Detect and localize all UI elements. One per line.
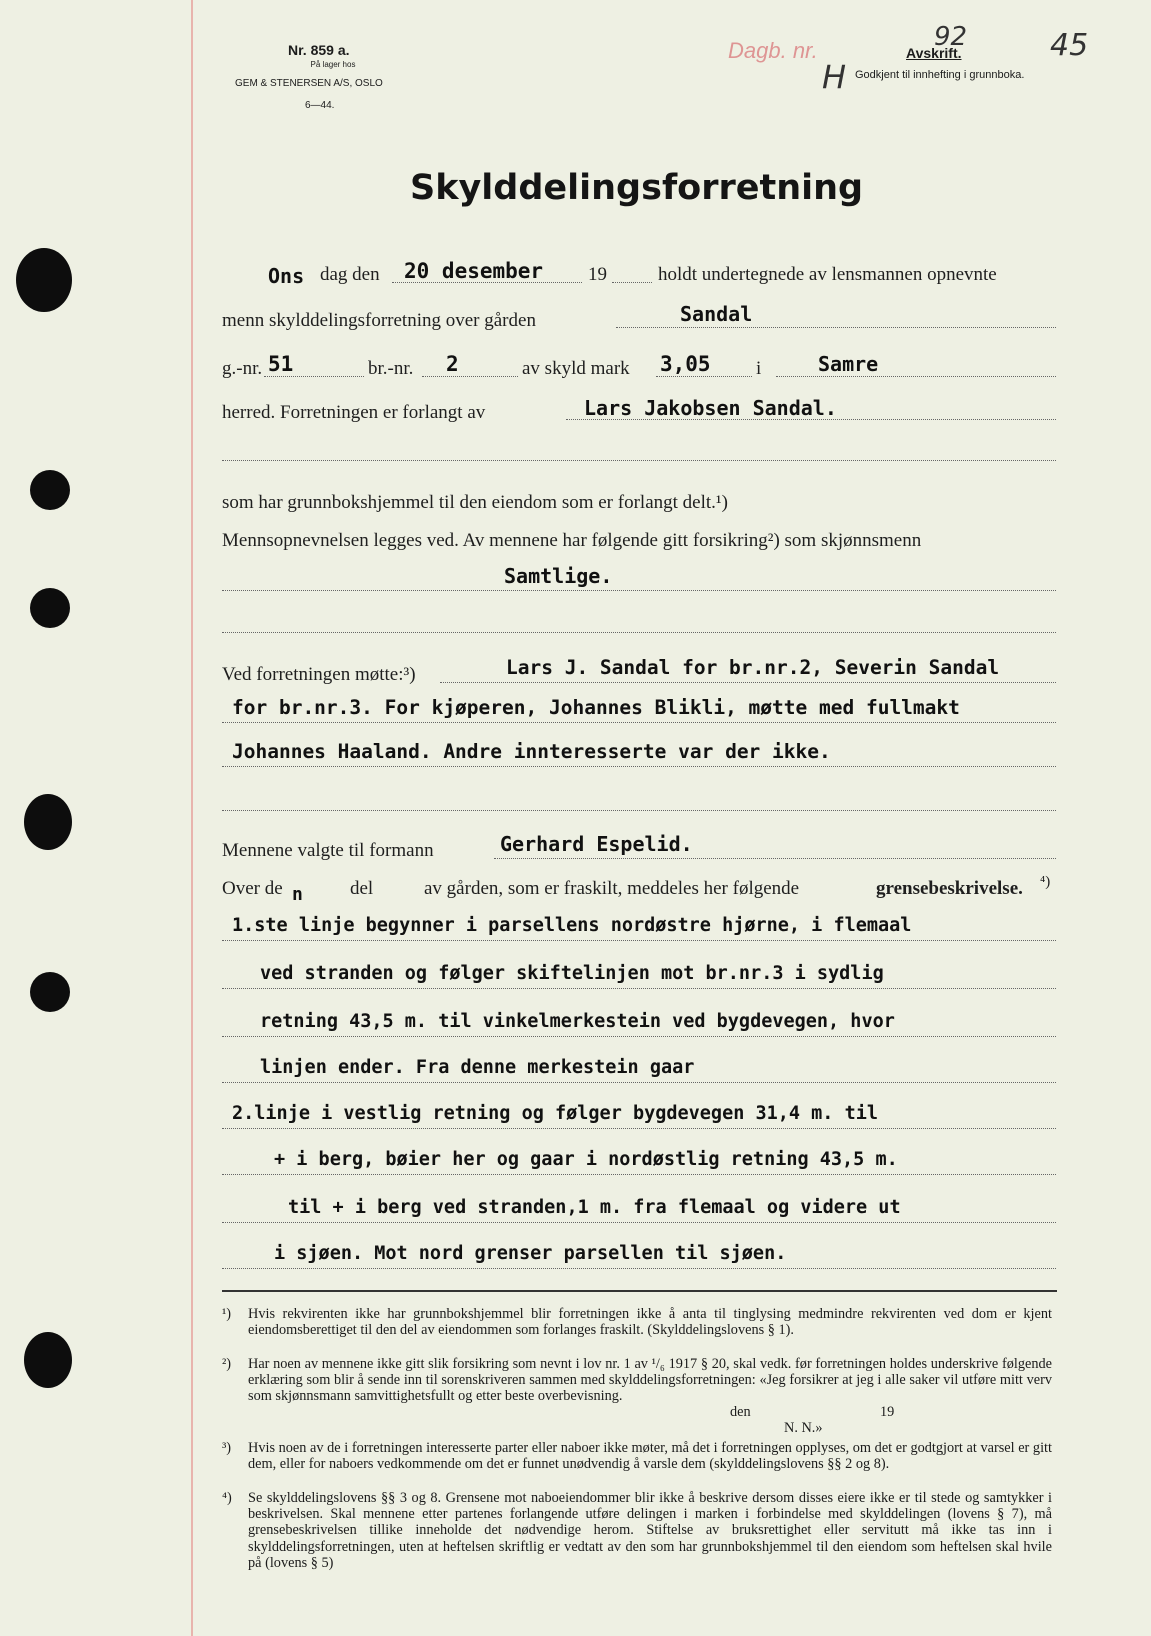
formann-name: Gerhard Espelid. [500,832,693,856]
attendee-line [440,682,1056,683]
bnr-line [422,376,518,377]
label-dag-den: dag den [320,264,380,285]
label-gnr: g.-nr. [222,358,263,379]
description-line [222,1082,1056,1083]
attendee-text-1: Lars J. Sandal for br.nr.2, Severin Sandal [506,656,1000,679]
label-over-garden: menn skylddelingsforretning over gården [222,310,536,331]
blank-line [222,632,1056,633]
footnote-1-number: ¹) [222,1306,232,1322]
label-holdt: holdt undertegnede av lensmannen opnevnte [658,264,997,285]
formann-line [494,858,1056,859]
avskrift-label: Avskrift. [906,45,962,61]
label-forlangt-av: herred. Forretningen er forlangt av [222,402,486,423]
punch-hole [30,972,70,1012]
herred-line [776,376,1056,377]
description-line [222,1268,1056,1269]
grunnbok-text: som har grunnbokshjemmel til den eiendom som er forlangt delt.¹) [222,492,728,513]
footnote-2 [222,1356,1052,1405]
blank-line [222,460,1056,461]
footnote-3 [222,1440,1052,1472]
attendee-line [222,766,1056,767]
bnr-value: 2 [446,352,459,376]
description-line [222,1174,1056,1175]
skyld-line [656,376,752,377]
label-over-de: Over de [222,878,283,899]
footnote-2-text: Har noen av mennene ikke gitt slik forsikring som nevnt i lov nr. 1 av ¹/₆ 1917 § 20, skal vedk. før forretningen holdes underskrive følgende erklæring som blir å sende inn til sorenskriveren sammen med skylddelingsforretningen: «Jeg forsikrer at jeg i alle saker vil utføre mitt verv som skjønnsmann samvittighetsfullt og etter beste overbevisning. [248,1356,1052,1405]
footnote-rule [222,1290,1057,1292]
punch-hole [30,470,70,510]
farm-line [616,327,1056,328]
footnote-4-number: ⁴) [222,1490,232,1506]
description-line-7: til + i berg ved stranden,1 m. fra flemaal og videre ut [288,1197,901,1218]
attendee-line [222,722,1056,723]
description-line-8: i sjøen. Mot nord grenser parsellen til sjøen. [274,1243,787,1264]
herred-value: Samre [818,352,879,376]
skjonnsmenn-line [222,590,1056,591]
description-line-1: 1.ste linje begynner i parsellens nordøstre hjørne, i flemaal [232,915,912,936]
footnote-1-text: Hvis rekvirenten ikke har grunnbokshjemmel blir forretningen ikke å anta til tinglysing medmindre rekvirenten ved dom er kjent eiendomsberettiget til den del av eiendommen som forlanges fraskilt. (Skylddelingslovens § 1). [248,1306,1052,1339]
weekday: Ons [268,264,305,288]
form-number: Nr. 859 a. [288,42,350,58]
label-19: 19 [588,264,607,285]
dagbok-stamp: Dagb. nr. [728,38,818,63]
label-bnr: br.-nr. [368,358,414,379]
description-line-6: + i berg, bøier her og gaar i nordøstlig retning 43,5 m. [274,1149,898,1170]
label-i: i [756,358,762,379]
footnote-4 [222,1490,1052,1571]
footnote-2-den: den [730,1404,751,1420]
description-line-4: linjen ender. Fra denne merkestein gaar [260,1057,695,1078]
description-line [222,988,1056,989]
footnote-1 [222,1306,1052,1338]
godkjent-note: Godkjent til innhefting i grunnboka. [855,69,1025,81]
footnote-2-year: 19 [880,1404,895,1420]
label-del: del [350,878,374,899]
skyld-value: 3,05 [660,352,711,376]
punch-hole [24,794,72,850]
label-formann: Mennene valgte til formann [222,840,434,861]
attendee-text-3: Johannes Haaland. Andre innteresserte var der ikke. [232,740,831,763]
gnr-line [264,376,364,377]
punch-hole [16,248,72,312]
publisher-small: På lager hos [310,60,356,69]
footnote-2-number: ²) [222,1356,232,1372]
description-line-2: ved stranden og følger skiftelinjen mot br.nr.3 i sydlig [260,963,884,984]
handwritten-number: 45 [1050,28,1089,63]
gnr-value: 51 [268,352,294,376]
label-motte: Ved forretningen møtte:³) [222,664,416,685]
footnote-ref-4: ⁴) [1040,874,1051,890]
description-line [222,1036,1056,1037]
punch-hole [30,588,70,628]
description-line [222,940,1056,941]
label-fraskilt: av gården, som er fraskilt, meddeles her følgende [424,878,800,899]
footnote-3-text: Hvis noen av de i forretningen interesserte parter eller naboer ikke møter, må det i forretningen opplyses, om det er godtgjort at varsel er gitt dem, eller for naboers vedkommende om det er funnet unødvendig å varsle dem (skylddelingslovens §§ 2 og 8). [248,1440,1052,1473]
year-line [612,282,652,283]
margin-line [191,0,193,1636]
footnote-2-signature: N. N.» [784,1420,823,1436]
description-line [222,1222,1056,1223]
skjonnsmenn-value: Samtlige. [504,564,613,588]
description-line-3: retning 43,5 m. til vinkelmerkestein ved bygdevegen, hvor [260,1011,895,1032]
footnote-4-text: Se skylddelingslovens §§ 3 og 8. Grensene mot naboeiendommer blir ikke å beskrive dersom disses eiere ikke er til stede og samtykker i beskrivelsen. Skal mennene etter partenes forlangende utføre delingen i marken i forbindelse med skylddelingen (lovens § 7), må grensebeskrivelsen tillike inneholde det nødvendige herom. Stiftelse av bruksrettighet eller servitutt må ikke tas inn i skylddelingsforretningen, uten at heftelsen skriftlig er vedtatt av den som har grunnbokshjemmel til den eiendom som heftelsen skal hvile på (lovens § 5) [248,1490,1052,1571]
attendee-text-2: for br.nr.3. For kjøperen, Johannes Blikli, møtte med fullmakt [232,696,960,719]
requester-name: Lars Jakobsen Sandal. [584,396,837,420]
publisher: GEM & STENERSEN A/S, OSLO [235,78,383,89]
label-grensebeskrivelse: grensebeskrivelse. [876,878,1023,899]
description-line [222,1128,1056,1129]
punch-hole [24,1332,72,1388]
label-skyld: av skyld mark [522,358,630,379]
forsikring-text: Mennsopnevnelsen legges ved. Av mennene har følgende gitt forsikring²) som skjønnsmenn [222,530,922,551]
farm-name: Sandal [680,302,753,326]
footnote-3-number: ³) [222,1440,232,1456]
handwritten-initial: H [822,58,847,96]
date-code: 6—44. [305,100,335,111]
meeting-date: 20 desember [404,259,544,283]
description-line-5: 2.linje i vestlig retning og følger bygdevegen 31,4 m. til [232,1103,879,1124]
document-title: Skylddelingsforretning [410,168,864,208]
over-de-suffix: n [292,884,303,905]
dagbok-number: 92 [934,22,968,52]
blank-line [222,810,1056,811]
